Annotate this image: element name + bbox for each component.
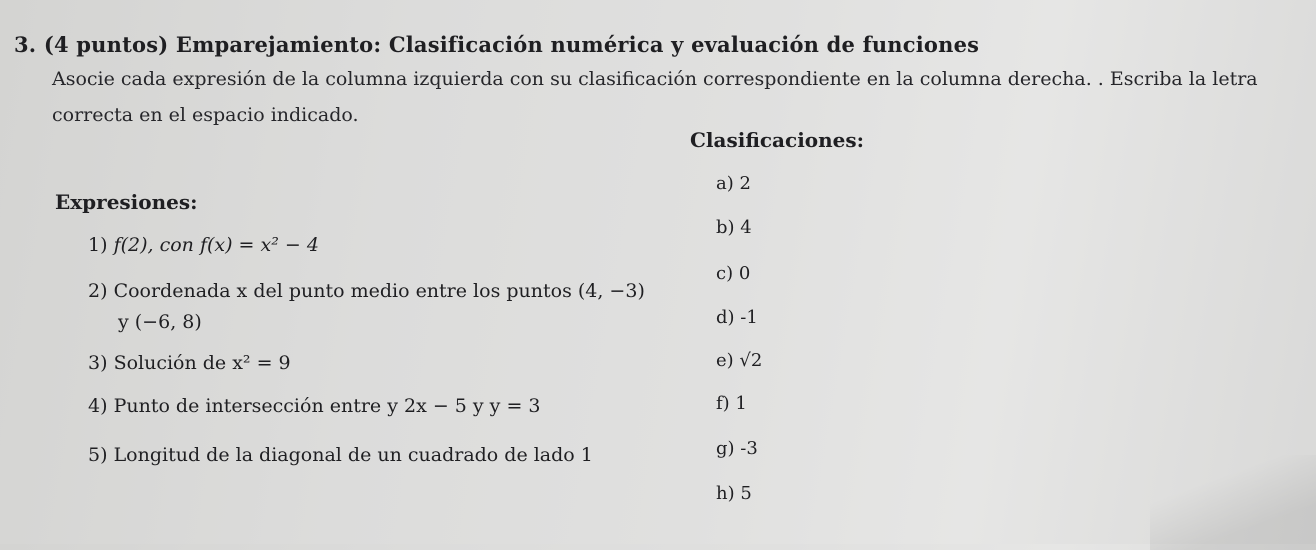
option-letter: e) (716, 350, 734, 371)
paper-shadow (1150, 455, 1316, 550)
option-c (716, 265, 750, 283)
expression-item-2 (88, 282, 645, 301)
expression-item-2-continuation: y (−6, 8) (118, 311, 202, 333)
instructions-line-1: Asocie cada expresión de la columna izquierda con su clasificación correspondiente en la columna derecha. . Escriba la letra (52, 68, 1258, 90)
expression-item-4 (88, 397, 541, 416)
expression-number: 4) (88, 395, 108, 417)
option-h (716, 485, 752, 503)
option-value: 2 (739, 173, 751, 194)
expression-text: f(2), con f(x) = x² − 4 (113, 234, 319, 256)
option-letter: g) (716, 438, 735, 459)
question-title: 3. (4 puntos) Emparejamiento: Clasificación numérica y evaluación de funciones (14, 32, 980, 57)
option-letter: f) (716, 393, 730, 414)
option-value: 1 (735, 393, 747, 414)
option-letter: h) (716, 483, 735, 504)
option-value: -3 (740, 438, 758, 459)
expression-number: 1) (88, 234, 108, 256)
option-b (716, 219, 752, 237)
expression-text: Punto de intersección entre y 2x − 5 y y = 3 (113, 395, 541, 417)
expression-text: Solución de x² = 9 (113, 352, 291, 374)
expression-item-1 (88, 236, 319, 255)
expression-text: Longitud de la diagonal de un cuadrado de lado 1 (113, 444, 593, 466)
option-letter: d) (716, 307, 735, 328)
expressions-heading: Expresiones: (55, 190, 198, 214)
option-value: 5 (740, 483, 752, 504)
expression-number: 3) (88, 352, 108, 374)
expression-text: Coordenada x del punto medio entre los puntos (4, −3) (113, 280, 645, 302)
option-a (716, 175, 751, 193)
option-d (716, 309, 758, 327)
option-value: 0 (738, 263, 751, 284)
expression-number: 5) (88, 444, 108, 466)
option-letter: b) (716, 217, 735, 238)
classifications-heading: Clasificaciones: (690, 128, 865, 152)
option-g (716, 440, 758, 458)
option-letter: a) (716, 173, 734, 194)
expression-item-5 (88, 446, 593, 465)
expression-item-3 (88, 354, 291, 373)
option-f (716, 395, 747, 413)
option-value: 4 (740, 217, 752, 238)
option-e (716, 352, 762, 370)
instructions-line-2: correcta en el espacio indicado. (52, 104, 359, 126)
option-letter: c) (716, 263, 734, 284)
option-value: -1 (740, 307, 758, 328)
expression-number: 2) (88, 280, 108, 302)
option-value: √2 (739, 350, 763, 371)
